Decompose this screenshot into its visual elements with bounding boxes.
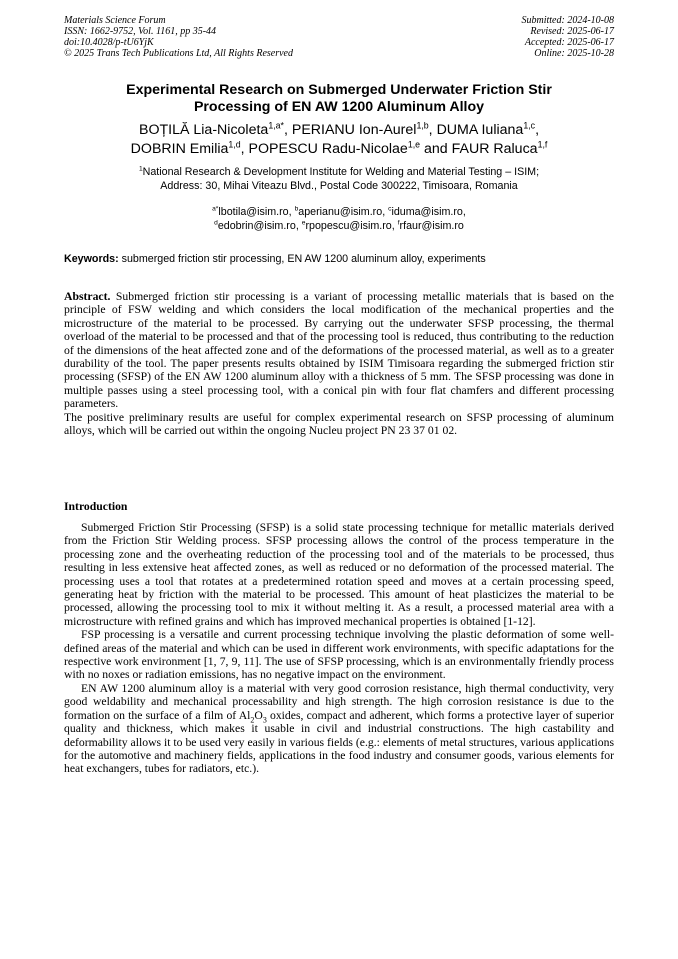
subscript: 3 [262,715,267,725]
email-link[interactable]: edobrin@isim.ro [217,220,296,232]
author-sup: 1,a* [268,120,284,131]
author-name: POPESCU Radu-Nicolae [248,141,408,157]
author-sup: 1,c [523,120,536,131]
section-heading: Introduction [64,500,128,513]
affiliation-sup: 1 [138,165,143,173]
email-sep: , [462,206,466,218]
submitted-date: Submitted: 2024-10-08 [521,15,614,26]
authors-line-2 [60,140,618,159]
author-emails [60,205,618,233]
journal-info [64,15,293,59]
affiliation-line-2: Address: 30, Mihai Viteazu Blvd., Postal Code 300222, Timisoara, Romania [160,179,518,192]
keywords [64,253,614,266]
email-sup: d [214,219,218,227]
author-sep: , [428,122,437,138]
intro-p3-text: EN AW 1200 aluminum alloy is a material with very good corrosion resistance, high thermal conductivity, very good weldability and mechanical processability and high strength. The high corrosion resistance is due to the formation on the surface of a film of Al [64,681,614,722]
author-name: FAUR Raluca [451,141,538,157]
author-sup: 1,b [416,120,429,131]
intro-p3-text: oxides, compact and adherent, which forms a protective layer of superior quality and thickness, which makes it usable in civil and industrial constructions. The high castability and deformability allows it to be used very easily in various fields (e.g.: elements of metal structures, various applications for the automotive and machinery fields, applications in the food industry and consumer goods, various elements for heat exchangers, tubes for radiators, etc.). [64,708,614,776]
email-sep: , [382,206,389,218]
affiliation [60,166,618,193]
subscript: 2 [250,715,255,725]
intro-paragraph-1: Submerged Friction Stir Processing (SFSP) is a solid state processing technique for metallic materials derived from the Friction Stir Welding process. SFSP processing allows the control of the process temperature in the processing zone and the overheating reduction of the processing tool and of the materials to be processed, thus resulting in less extensive heat affected zones, as well as reduced or no deformation of the processed material. The processing uses a tool that rotates at a predetermined rotation speed and moves at a certain processing speed, generating heat by friction with the material to be processed. This amount of heat plasticizes the material to be processed, allowing the processing tool to mix it without melting it. As a result, a processed material area with a microstructure with refined grains and which has improved mechanical properties is obtained [1-12]. [64,521,614,628]
email-sup: e [301,219,306,227]
introduction-body [64,521,614,776]
author-sup: 1,d [228,139,241,150]
issn-volume: ISSN: 1662-9752, Vol. 1161, pp 35-44 [64,26,217,37]
email-sup: c [388,205,392,213]
journal-name: Materials Science Forum [64,15,166,26]
intro-p3-text: O [254,708,263,722]
email-sup: a* [212,205,219,213]
affiliation-line-1 [60,166,618,180]
email-link[interactable]: aperianu@isim.ro [298,206,383,218]
revised-date: Revised: 2025-06-17 [530,26,614,37]
email-sep: , [295,220,302,232]
abstract-text: Submerged friction stir processing is a variant of processing metallic materials that is based on the principle of FSW welding and which considers the local modification of the mechanical properties and the microstructure of the material to be processed. By carrying out the underwater SFSP processing, the thermal overload of the material to be processed and that of the processing tool is reduced, thus contributing to the reduction of the dimensions of the heat affected zone and of the deformations of the processed material, as well as to a greater durability of the tool. The paper presents results obtained by ISIM Timisoara regarding the submerged friction stir processing (SFSP) of the EN AW 1200 aluminum alloy with a thickness of 5 mm. The SFSP processing was done in multiple passes using a steel processing tool, with a conical pin with four flat chamfers and different processing parameters. [64,290,614,411]
intro-paragraph-2: FSP processing is a versatile and current processing technique involving the plastic deformation of some well-defined areas of the material and which can be used in different work environments, with specific adaptations for the respective work environment [1, 7, 9, 11]. The use of SFSP processing, which is an environmentally friendly process with no noxes or radiation emissions, has no negative impact on the environment. [64,628,614,682]
accepted-date: Accepted: 2025-06-17 [524,37,614,48]
author-sep: , [283,122,292,138]
keywords-label: Keywords: [64,253,119,265]
author-name: DOBRIN Emilia [130,141,229,157]
email-link[interactable]: lbotila@isim.ro [218,206,289,218]
email-sup: b [294,205,299,213]
author-sep: , [240,141,249,157]
author-sup: 1,e [407,139,421,150]
submission-dates [522,15,615,59]
author-list [60,121,618,159]
emails-line-2 [60,219,618,233]
email-link[interactable]: rpopescu@isim.ro [305,220,392,232]
email-sep: , [288,206,295,218]
authors-line-1 [60,121,618,140]
online-date: Online: 2025-10-28 [534,48,614,59]
abstract [64,290,614,437]
doi: doi:10.4028/p-tU6YjK [64,37,154,48]
email-sup: f [397,219,400,227]
abstract-paragraph-2: The positive preliminary results are useful for complex experimental research on SFSP processing of aluminum alloys, which will be carried out within the ongoing Nucleu project PN 23 37 01 02. [64,410,614,438]
email-link[interactable]: rfaur@isim.ro [399,220,464,232]
title-line-1: Experimental Research on Submerged Underwater Friction Stir [126,82,552,98]
copyright: © 2025 Trans Tech Publications Ltd, All Rights Reserved [64,48,293,59]
intro-paragraph-3 [64,682,614,776]
keywords-text: submerged friction stir processing, EN AW 1200 aluminum alloy, experiments [118,253,486,265]
author-sep: and [420,141,452,157]
email-sep: , [391,220,398,232]
abstract-paragraph-1 [64,290,614,411]
author-name: BOȚILĂ Lia-Nicoleta [138,122,269,138]
email-link[interactable]: iduma@isim.ro [391,206,463,218]
author-sep: , [535,122,540,138]
paper-title [60,82,618,116]
emails-line-1 [60,205,618,219]
author-sup: 1,f [537,139,548,150]
abstract-label: Abstract. [64,290,111,303]
author-name: DUMA Iuliana [436,122,524,138]
title-line-2: Processing of EN AW 1200 Aluminum Alloy [193,99,485,115]
institute-name: National Research & Development Institute for Welding and Material Testing – ISIM; [142,166,540,178]
author-name: PERIANU Ion-Aurel [291,122,417,138]
